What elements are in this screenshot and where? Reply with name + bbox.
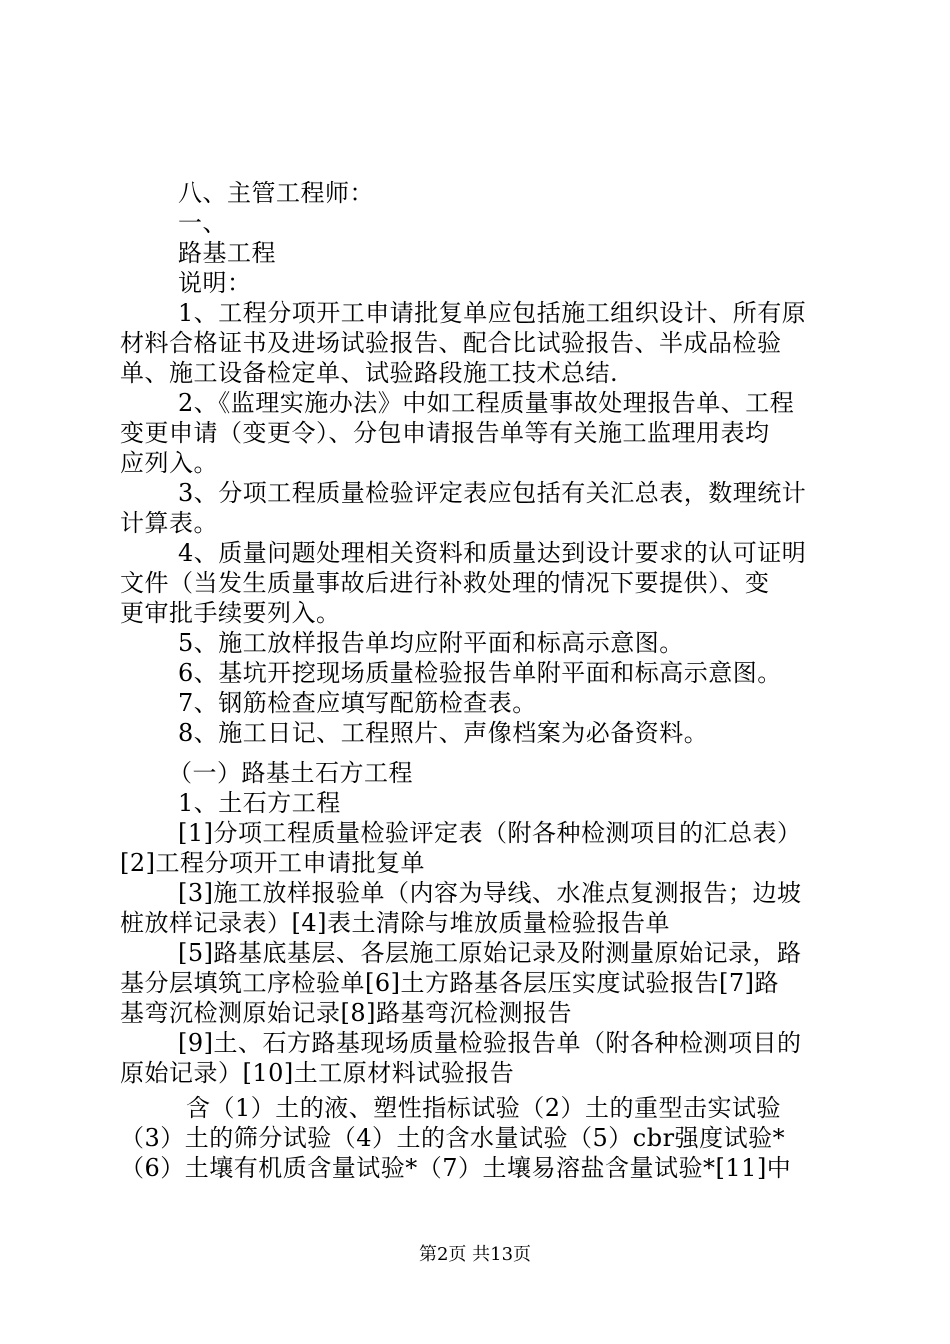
paragraph-line: 计算表。 [120,509,218,537]
paragraph-line: 8、施工日记、工程照片、声像档案为必备资料。 [178,719,709,747]
paragraph-line: 更审批手续要列入。 [120,599,341,627]
list-item: [5]路基底基层、各层施工原始记录及附测量原始记录，路 [178,939,802,967]
paragraph-line: 4、质量问题处理相关资料和质量达到设计要求的认可证明 [178,539,807,567]
list-item: 原始记录）[10]土工原材料试验报告 [120,1059,515,1087]
list-item: （6）土壤有机质含量试验*（7）土壤易溶盐含量试验*[11]中 [120,1154,792,1182]
list-item: 桩放样记录表）[4]表土清除与堆放质量检验报告单 [120,909,670,937]
subsection-title: （一）路基土石方工程 [168,759,413,787]
paragraph-line: 1、工程分项开工申请批复单应包括施工组织设计、所有原 [178,299,807,327]
paragraph-line: 材料合格证书及进场试验报告、配合比试验报告、半成品检验 [120,329,782,357]
list-item: 基弯沉检测原始记录[8]路基弯沉检测报告 [120,999,572,1027]
list-item: [9]土、石方路基现场质量检验报告单（附各种检测项目的 [178,1029,802,1057]
notes-label: 说明： [178,269,252,297]
item-title: 1、土石方工程 [178,789,341,817]
list-item: （3）土的筛分试验（4）土的含水量试验（5）cbr强度试验* [120,1124,786,1152]
list-item: [1]分项工程质量检验评定表（附各种检测项目的汇总表） [178,819,802,847]
list-item: [2]工程分项开工申请批复单 [120,849,425,877]
heading-supervisor: 八、主管工程师： [178,179,374,207]
page-number: 第2页 共13页 [418,1244,532,1265]
paragraph-line: 5、施工放样报告单均应附平面和标高示意图。 [178,629,684,657]
paragraph-line: 2、《监理实施办法》中如工程质量事故处理报告单、工程 [178,389,795,417]
paragraph-line: 单、施工设备检定单、试验路段施工技术总结. [120,359,619,387]
list-item: [3]施工放样报验单（内容为导线、水准点复测报告；边坡 [178,879,802,907]
paragraph-line: 7、钢筋检查应填写配筋检查表。 [178,689,537,717]
paragraph-line: 应列入。 [120,449,218,477]
list-item: 含（1）土的液、塑性指标试验（2）土的重型击实试验 [186,1094,782,1122]
paragraph-line: 3、分项工程质量检验评定表应包括有关汇总表，数理统计 [178,479,807,507]
list-item: 基分层填筑工序检验单[6]土方路基各层压实度试验报告[7]路 [120,969,779,997]
paragraph-line: 变更申请（变更令）、分包申请报告单等有关施工监理用表均 [120,419,770,447]
section-number: 一、 [178,209,227,237]
paragraph-line: 文件（当发生质量事故后进行补救处理的情况下要提供）、变 [120,569,770,597]
section-title: 路基工程 [178,239,276,267]
paragraph-line: 6、基坑开挖现场质量检验报告单附平面和标高示意图。 [178,659,782,687]
